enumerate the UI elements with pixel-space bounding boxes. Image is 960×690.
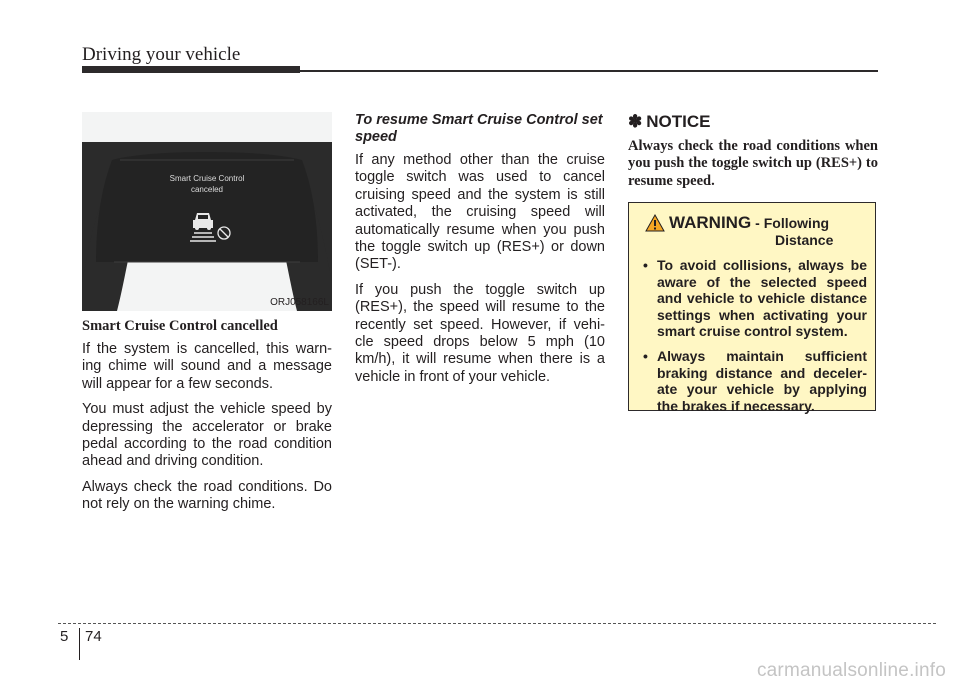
warning-subtitle: - Following	[755, 215, 830, 231]
body-paragraph: You must adjust the vehicle speed by depressing the accelerator or brake pedal according to the road condition ahead and driving condition.	[82, 401, 332, 470]
figure-code: ORJ058166L	[270, 297, 329, 308]
body-paragraph: If any method other than the cruise toggle switch was used to cancel cruising speed and the system is still activated, the cruising speed will automatically resume when you push the toggle switch up (RES+) or down (SET-).	[355, 152, 605, 273]
header-rule-thick	[82, 66, 300, 73]
list-item: • To avoid collisions, always be aware of the selected speed and vehicle to vehicle distance settings when activating your smart cruise control system.	[643, 257, 867, 340]
body-paragraph: Always check the road conditions. Do not rely on the warning chime.	[82, 478, 332, 513]
header-rule-thin	[300, 70, 878, 72]
warning-list	[637, 257, 867, 414]
warning-box	[628, 202, 876, 414]
footer-divider	[79, 628, 80, 660]
notice-text: Always check the road conditions when you push the toggle switch up (RES+) to resume speed.	[628, 138, 878, 189]
cluster-display-illustration	[82, 112, 332, 311]
page-header-title: Driving your vehicle	[82, 44, 241, 65]
section-number: 5	[60, 628, 69, 645]
warning-triangle-icon	[645, 214, 665, 232]
display-line2: canceled	[190, 185, 224, 194]
figure-caption: Smart Cruise Control cancelled	[82, 318, 278, 334]
body-paragraph: If you push the toggle switch up (RES+), the speed will resume to the recently set speed. However, if vehi-cle speed drops below 5 mph (10 km/h), it will resume when there is a vehicle in front of your vehicle.	[355, 281, 605, 385]
page-number: 74	[85, 628, 102, 645]
column-right	[628, 112, 878, 190]
body-paragraph: If the system is cancelled, this warn-ing chime will sound and a message will appear for a few seconds.	[82, 341, 332, 392]
warning-subtitle-2: Distance	[775, 232, 834, 248]
notice-title-text: NOTICE	[646, 112, 711, 131]
list-item: • Always maintain sufficient braking distance and deceler-ate your vehicle by applying the brakes if necessary.	[643, 347, 867, 414]
notice-title	[628, 112, 878, 132]
section-heading: To resume Smart Cruise Control set speed	[355, 112, 603, 145]
cluster-figure	[82, 112, 332, 311]
column-left	[82, 112, 332, 522]
watermark: carmanualsonline.info	[756, 660, 946, 681]
footer-rule	[58, 623, 936, 624]
notice-asterisk-icon: ✽	[628, 112, 643, 131]
display-line1: Smart Cruise Control	[169, 174, 245, 183]
warning-header	[637, 213, 867, 233]
warning-word: WARNING	[669, 213, 752, 232]
column-middle	[355, 112, 605, 394]
